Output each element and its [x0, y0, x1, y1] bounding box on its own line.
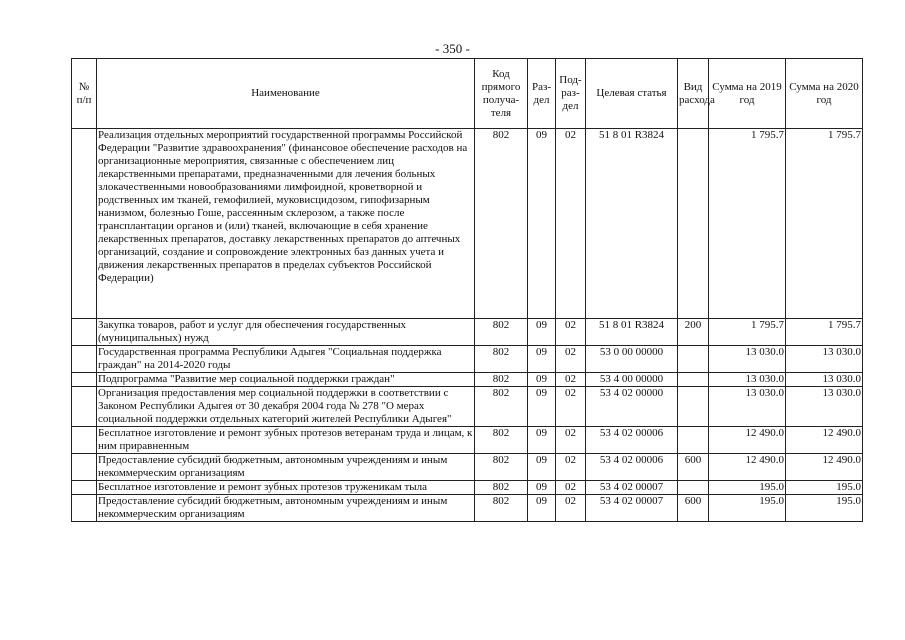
header-sum-2019: Сумма на 2019 год	[709, 59, 786, 129]
cell-sum-2019: 13 030.0	[709, 387, 786, 427]
cell-name: Реализация отдельных мероприятий государственной программы Российской Федерации "Развитие здравоохранения" (финансовое обеспечение расходов на организационные мероприятия, связанные с обеспечением лиц лекарственными препаратами, предназначенными для лечения больных злокачественными новообразованиями лимфоидной, кроветворной и родственных им тканей, гемофилией, муковисцидозом, гипофизарным нанизмом, болезнью Гоше, рассеянным склерозом, а также после трансплантации органов и (или) тканей, включающие в себя хранение лекарственных препаратов, доставку лекарственных препаратов до аптечных организаций, создание и сопровождение электронных баз данных учета и движения лекарственных препаратов в пределах субъектов Российской Федерации)	[97, 129, 475, 319]
cell-sum-2019: 195.0	[709, 481, 786, 495]
cell-sum-2019: 13 030.0	[709, 346, 786, 373]
cell-expense-type: 200	[678, 319, 709, 346]
cell-target: 53 4 02 00000	[586, 387, 678, 427]
cell-section: 09	[528, 129, 556, 319]
cell-expense-type	[678, 481, 709, 495]
cell-section: 09	[528, 427, 556, 454]
cell-sum-2019: 12 490.0	[709, 454, 786, 481]
table-row	[72, 346, 863, 373]
cell-expense-type	[678, 373, 709, 387]
cell-code: 802	[475, 427, 528, 454]
cell-code: 802	[475, 373, 528, 387]
cell-expense-type	[678, 346, 709, 373]
cell-target: 51 8 01 R3824	[586, 319, 678, 346]
cell-section: 09	[528, 346, 556, 373]
cell-sum-2020: 12 490.0	[786, 427, 863, 454]
cell-subsection: 02	[556, 387, 586, 427]
cell-section: 09	[528, 495, 556, 522]
table-row	[72, 481, 863, 495]
table-row	[72, 319, 863, 346]
cell-num	[72, 319, 97, 346]
cell-expense-type: 600	[678, 454, 709, 481]
header-subsection: Под-раз-дел	[556, 59, 586, 129]
cell-name: Предоставление субсидий бюджетным, автономным учреждениям и иным некоммерческим организациям	[97, 454, 475, 481]
cell-expense-type	[678, 387, 709, 427]
table-row	[72, 427, 863, 454]
cell-name: Закупка товаров, работ и услуг для обеспечения государственных (муниципальных) нужд	[97, 319, 475, 346]
cell-name: Государственная программа Республики Адыгея "Социальная поддержка граждан" на 2014-2020 годы	[97, 346, 475, 373]
cell-subsection: 02	[556, 319, 586, 346]
cell-code: 802	[475, 387, 528, 427]
cell-name: Бесплатное изготовление и ремонт зубных протезов труженикам тыла	[97, 481, 475, 495]
cell-subsection: 02	[556, 454, 586, 481]
cell-sum-2019: 1 795.7	[709, 129, 786, 319]
cell-expense-type: 600	[678, 495, 709, 522]
cell-sum-2020: 1 795.7	[786, 129, 863, 319]
cell-num	[72, 495, 97, 522]
cell-code: 802	[475, 454, 528, 481]
cell-sum-2019: 12 490.0	[709, 427, 786, 454]
header-target: Целевая статья	[586, 59, 678, 129]
cell-section: 09	[528, 387, 556, 427]
cell-code: 802	[475, 319, 528, 346]
cell-section: 09	[528, 481, 556, 495]
header-sum-2020: Сумма на 2020 год	[786, 59, 863, 129]
cell-sum-2019: 1 795.7	[709, 319, 786, 346]
cell-expense-type	[678, 427, 709, 454]
cell-sum-2020: 195.0	[786, 481, 863, 495]
table-row	[72, 387, 863, 427]
header-code: Код прямого получа-теля	[475, 59, 528, 129]
budget-table	[71, 58, 863, 522]
cell-num	[72, 129, 97, 319]
cell-subsection: 02	[556, 495, 586, 522]
cell-section: 09	[528, 373, 556, 387]
cell-sum-2020: 1 795.7	[786, 319, 863, 346]
table-row	[72, 373, 863, 387]
cell-sum-2020: 195.0	[786, 495, 863, 522]
cell-target: 53 4 00 00000	[586, 373, 678, 387]
cell-sum-2020: 12 490.0	[786, 454, 863, 481]
cell-name: Организация предоставления мер социальной поддержки в соответствии с Законом Республики Адыгея от 30 декабря 2004 года № 278 "О мерах социальной поддержки отдельных категорий жителей Республики Адыгея"	[97, 387, 475, 427]
cell-sum-2020: 13 030.0	[786, 387, 863, 427]
header-expense-type: Вид расхода	[678, 59, 709, 129]
cell-subsection: 02	[556, 373, 586, 387]
cell-num	[72, 481, 97, 495]
cell-target: 53 0 00 00000	[586, 346, 678, 373]
cell-sum-2020: 13 030.0	[786, 373, 863, 387]
cell-section: 09	[528, 319, 556, 346]
cell-code: 802	[475, 495, 528, 522]
cell-sum-2019: 13 030.0	[709, 373, 786, 387]
cell-num	[72, 373, 97, 387]
cell-sum-2019: 195.0	[709, 495, 786, 522]
cell-num	[72, 346, 97, 373]
cell-num	[72, 454, 97, 481]
cell-sum-2020: 13 030.0	[786, 346, 863, 373]
header-name: Наименование	[97, 59, 475, 129]
cell-target: 53 4 02 00007	[586, 495, 678, 522]
table-row	[72, 495, 863, 522]
header-section: Раз-дел	[528, 59, 556, 129]
cell-target: 53 4 02 00006	[586, 454, 678, 481]
cell-name: Подпрограмма "Развитие мер социальной поддержки граждан"	[97, 373, 475, 387]
cell-name: Предоставление субсидий бюджетным, автономным учреждениям и иным некоммерческим организациям	[97, 495, 475, 522]
header-num: № п/п	[72, 59, 97, 129]
cell-code: 802	[475, 346, 528, 373]
cell-target: 51 8 01 R3824	[586, 129, 678, 319]
table-row	[72, 129, 863, 319]
table-row	[72, 454, 863, 481]
cell-code: 802	[475, 481, 528, 495]
cell-section: 09	[528, 454, 556, 481]
cell-subsection: 02	[556, 427, 586, 454]
cell-subsection: 02	[556, 346, 586, 373]
cell-code: 802	[475, 129, 528, 319]
cell-subsection: 02	[556, 129, 586, 319]
cell-num	[72, 427, 97, 454]
cell-target: 53 4 02 00007	[586, 481, 678, 495]
page-number: - 350 -	[435, 41, 470, 56]
cell-name: Бесплатное изготовление и ремонт зубных протезов ветеранам труда и лицам, к ним приравненным	[97, 427, 475, 454]
table-header-row	[72, 59, 863, 129]
cell-target: 53 4 02 00006	[586, 427, 678, 454]
cell-expense-type	[678, 129, 709, 319]
cell-num	[72, 387, 97, 427]
cell-subsection: 02	[556, 481, 586, 495]
